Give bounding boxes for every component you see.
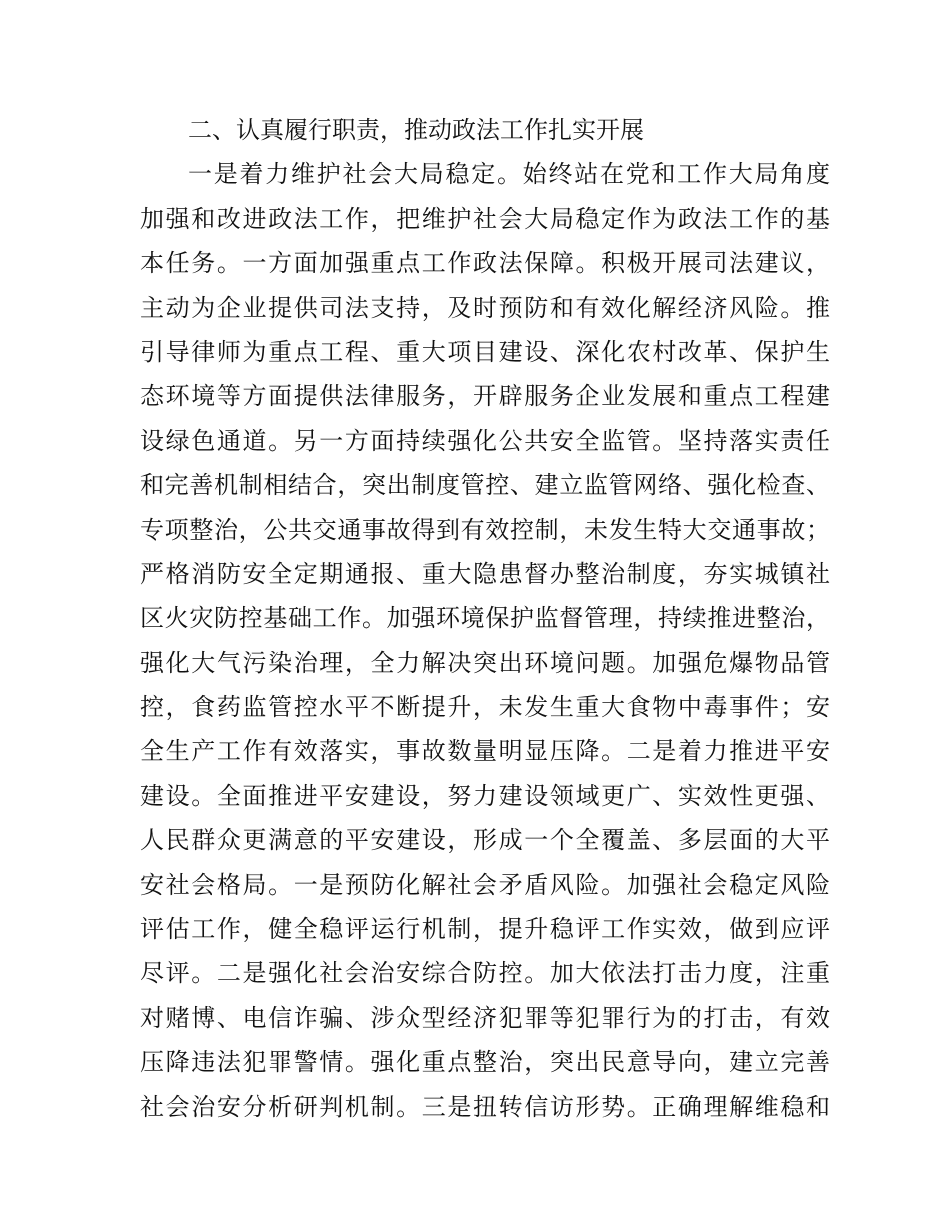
paragraph-line: 建设。全面推进平安建设，努力建设领域更广、实效性更强、 bbox=[140, 781, 830, 810]
paragraph-line: 人民群众更满意的平安建设，形成一个全覆盖、多层面的大平 bbox=[140, 826, 830, 855]
paragraph-line: 全生产工作有效落实，事故数量明显压降。二是着力推进平安 bbox=[140, 737, 830, 766]
paragraph-line: 压降违法犯罪警情。强化重点整治，突出民意导向，建立完善 bbox=[140, 1048, 830, 1077]
paragraph-line: 社会治安分析研判机制。三是扭转信访形势。正确理解维稳和 bbox=[140, 1092, 830, 1121]
paragraph-line: 控，食药监管控水平不断提升，未发生重大食物中毒事件；安 bbox=[140, 693, 830, 722]
paragraph-line: 尽评。二是强化社会治安综合防控。加大依法打击力度，注重 bbox=[140, 959, 830, 988]
paragraph-line: 强化大气污染治理，全力解决突出环境问题。加强危爆物品管 bbox=[140, 648, 830, 677]
paragraph-line: 区火灾防控基础工作。加强环境保护监督管理，持续推进整治， bbox=[140, 604, 830, 633]
paragraph-line: 安社会格局。一是预防化解社会矛盾风险。加强社会稳定风险 bbox=[140, 870, 830, 899]
paragraph-line: 评估工作，健全稳评运行机制，提升稳评工作实效，做到应评 bbox=[140, 915, 830, 944]
paragraph-line: 专项整治，公共交通事故得到有效控制，未发生特大交通事故； bbox=[140, 515, 830, 544]
paragraph-line: 态环境等方面提供法律服务，开辟服务企业发展和重点工程建 bbox=[140, 382, 830, 411]
paragraph-line: 设绿色通道。另一方面持续强化公共安全监管。坚持落实责任 bbox=[140, 426, 830, 455]
paragraph-line: 一是着力维护社会大局稳定。始终站在党和工作大局角度 bbox=[188, 160, 830, 189]
paragraph-line: 和完善机制相结合，突出制度管控、建立监管网络、强化检查、 bbox=[140, 471, 830, 500]
paragraph-line: 对赌博、电信诈骗、涉众型经济犯罪等犯罪行为的打击，有效 bbox=[140, 1003, 830, 1032]
paragraph-line: 加强和改进政法工作，把维护社会大局稳定作为政法工作的基 bbox=[140, 204, 830, 233]
document-body bbox=[140, 108, 830, 1129]
paragraph-line: 本任务。一方面加强重点工作政法保障。积极开展司法建议， bbox=[140, 249, 830, 278]
paragraph-line: 严格消防安全定期通报、重大隐患督办整治制度，夯实城镇社 bbox=[140, 559, 830, 588]
paragraph-line: 引导律师为重点工程、重大项目建设、深化农村改革、保护生 bbox=[140, 337, 830, 366]
paragraph-line: 主动为企业提供司法支持，及时预防和有效化解经济风险。推 bbox=[140, 293, 830, 322]
section-heading: 二、认真履行职责，推动政法工作扎实开展 bbox=[188, 116, 644, 144]
